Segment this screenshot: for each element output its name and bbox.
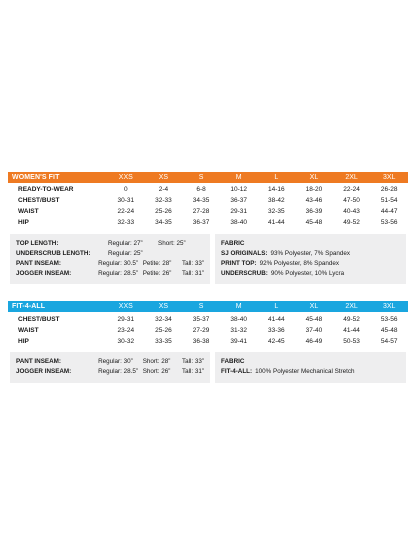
fabric-heading: FABRIC [221, 239, 245, 247]
table-cell: 47-50 [343, 197, 360, 204]
length-value: Regular: 28.5” [98, 367, 138, 375]
length-label: UNDERSCRUB LENGTH: [16, 249, 91, 257]
table-cell: 49-52 [343, 316, 360, 323]
fit4all-fabric-panel [215, 352, 406, 383]
fabric-line [221, 258, 400, 268]
row-label: READY-TO-WEAR [18, 186, 74, 193]
table-cell: 30-31 [117, 197, 135, 204]
table-cell: 33-36 [268, 327, 285, 334]
length-line [16, 248, 204, 258]
length-value: Petite: 26” [142, 269, 172, 277]
size-label: L [274, 303, 279, 310]
table-cell: 32-33 [117, 219, 135, 226]
fabric-value: 93% Polyester, 7% Spandex [270, 249, 351, 257]
fabric-value: 100% Polyester Mechanical Stretch [255, 367, 355, 375]
womens-size-table [8, 184, 408, 228]
fabric-label: PRINT TOP: [221, 259, 257, 267]
table-cell: 36-37 [192, 219, 210, 226]
row-label: HIP [18, 338, 29, 345]
table-cell: 26-28 [380, 186, 398, 193]
length-label: JOGGER INSEAM: [16, 269, 72, 277]
table-cell: 29-31 [230, 208, 247, 215]
table-cell: 32-35 [268, 208, 285, 215]
length-value: Short: 28” [142, 357, 171, 365]
table-cell: 40-43 [343, 208, 360, 215]
fabric-line [221, 268, 400, 278]
table-cell: 27-29 [192, 327, 210, 334]
table-cell: 53-56 [380, 316, 398, 323]
row-label: WAIST [18, 208, 39, 215]
fit4all-size-table [8, 314, 408, 347]
fabric-label: FIT-4-ALL: [221, 367, 253, 375]
table-cell: 34-35 [192, 197, 210, 204]
table-row [8, 206, 408, 217]
fit4all-lengths-panel [10, 352, 210, 383]
table-cell: 30-32 [117, 338, 135, 345]
length-label: PANT INSEAM: [16, 357, 62, 365]
length-line [16, 366, 204, 376]
row-label: CHEST/BUST [18, 197, 60, 204]
table-cell: 50-53 [343, 338, 360, 345]
table-cell: 32-34 [155, 316, 172, 323]
table-cell: 42-45 [268, 338, 285, 345]
table-cell: 6-8 [196, 186, 206, 193]
table-cell: 37-40 [305, 327, 323, 334]
length-value: Regular: 25” [108, 249, 143, 257]
table-cell: 38-40 [230, 219, 247, 226]
table-cell: 32-33 [155, 197, 172, 204]
size-label: L [274, 174, 279, 181]
table-row [8, 195, 408, 206]
size-label: 2XL [345, 303, 358, 310]
length-label: JOGGER INSEAM: [16, 367, 72, 375]
fabric-line [221, 366, 400, 376]
table-cell: 10-12 [230, 186, 247, 193]
womens-fabric-panel [215, 234, 406, 284]
table-cell: 25-26 [155, 208, 172, 215]
length-value: Regular: 28.5” [98, 269, 138, 277]
length-value: Tall: 33” [181, 259, 204, 267]
fabric-label: SJ ORIGINALS: [221, 249, 268, 257]
table-cell: 41-44 [343, 327, 360, 334]
fabric-label: UNDERSCRUB: [221, 269, 268, 277]
table-row [8, 336, 408, 347]
length-line [16, 356, 204, 366]
size-label: S [198, 174, 204, 181]
size-label: S [198, 303, 204, 310]
length-value: Petite: 28” [142, 259, 172, 267]
table-cell: 39-41 [230, 338, 247, 345]
table-cell: 45-48 [380, 327, 398, 334]
table-cell: 36-39 [305, 208, 323, 215]
length-value: Short: 26” [142, 367, 171, 375]
table-cell: 46-49 [305, 338, 323, 345]
table-cell: 29-31 [117, 316, 135, 323]
fabric-value: 92% Polyester, 8% Spandex [259, 259, 340, 267]
table-cell: 36-38 [192, 338, 210, 345]
table-cell: 25-26 [155, 327, 172, 334]
table-cell: 51-54 [380, 197, 398, 204]
length-value: Regular: 30.5” [98, 259, 138, 267]
length-value: Regular: 27” [108, 239, 143, 247]
table-row [8, 184, 408, 195]
length-line [16, 258, 204, 268]
womens-fit-header [8, 172, 408, 183]
size-label: 3XL [382, 303, 396, 310]
size-label: XXS [118, 303, 133, 310]
table-cell: 34-35 [155, 219, 172, 226]
size-label: XL [309, 174, 319, 181]
table-cell: 22-24 [343, 186, 360, 193]
table-cell: 41-44 [268, 316, 285, 323]
table-cell: 41-44 [268, 219, 285, 226]
table-cell: 22-24 [117, 208, 135, 215]
length-line [16, 238, 204, 248]
size-label: 3XL [382, 174, 396, 181]
table-cell: 0 [124, 186, 128, 193]
length-value: Regular: 30” [98, 357, 133, 365]
size-label: XS [158, 303, 169, 310]
fabric-value: 90% Polyester, 10% Lycra [270, 269, 345, 277]
table-cell: 45-48 [305, 219, 323, 226]
length-label: TOP LENGTH: [16, 239, 59, 247]
table-cell: 2-4 [158, 186, 169, 193]
fit4all-title: FIT-4-ALL [12, 303, 46, 310]
table-cell: 49-52 [343, 219, 360, 226]
size-label: 2XL [345, 174, 358, 181]
fabric-line [221, 248, 400, 258]
length-value: Tall: 33” [181, 357, 204, 365]
table-cell: 36-37 [230, 197, 247, 204]
table-row [8, 314, 408, 325]
table-cell: 53-56 [380, 219, 398, 226]
length-label: PANT INSEAM: [16, 259, 62, 267]
table-cell: 43-46 [305, 197, 323, 204]
length-value: Tall: 31” [181, 269, 204, 277]
table-cell: 38-42 [268, 197, 285, 204]
size-label: XL [309, 303, 319, 310]
row-label: HIP [18, 219, 29, 226]
table-cell: 14-16 [268, 186, 285, 193]
table-cell: 18-20 [305, 186, 323, 193]
womens-fit-title: WOMEN'S FIT [12, 174, 60, 181]
table-cell: 45-48 [305, 316, 323, 323]
table-cell: 31-32 [230, 327, 247, 334]
table-cell: 33-35 [155, 338, 172, 345]
length-value: Tall: 31” [181, 367, 204, 375]
size-label: M [235, 303, 242, 310]
row-label: CHEST/BUST [18, 316, 60, 323]
fit4all-header [8, 301, 408, 312]
table-row [8, 217, 408, 228]
table-cell: 35-37 [192, 316, 210, 323]
size-label: M [235, 174, 242, 181]
length-line [16, 268, 204, 278]
row-label: WAIST [18, 327, 39, 334]
fabric-heading: FABRIC [221, 357, 245, 365]
size-label: XS [158, 174, 169, 181]
table-cell: 38-40 [230, 316, 247, 323]
table-cell: 44-47 [380, 208, 398, 215]
table-cell: 27-28 [192, 208, 210, 215]
table-row [8, 325, 408, 336]
table-cell: 23-24 [117, 327, 135, 334]
womens-lengths-panel [10, 234, 210, 284]
table-cell: 54-57 [380, 338, 398, 345]
length-value: Short: 25” [158, 239, 186, 247]
size-label: XXS [118, 174, 133, 181]
